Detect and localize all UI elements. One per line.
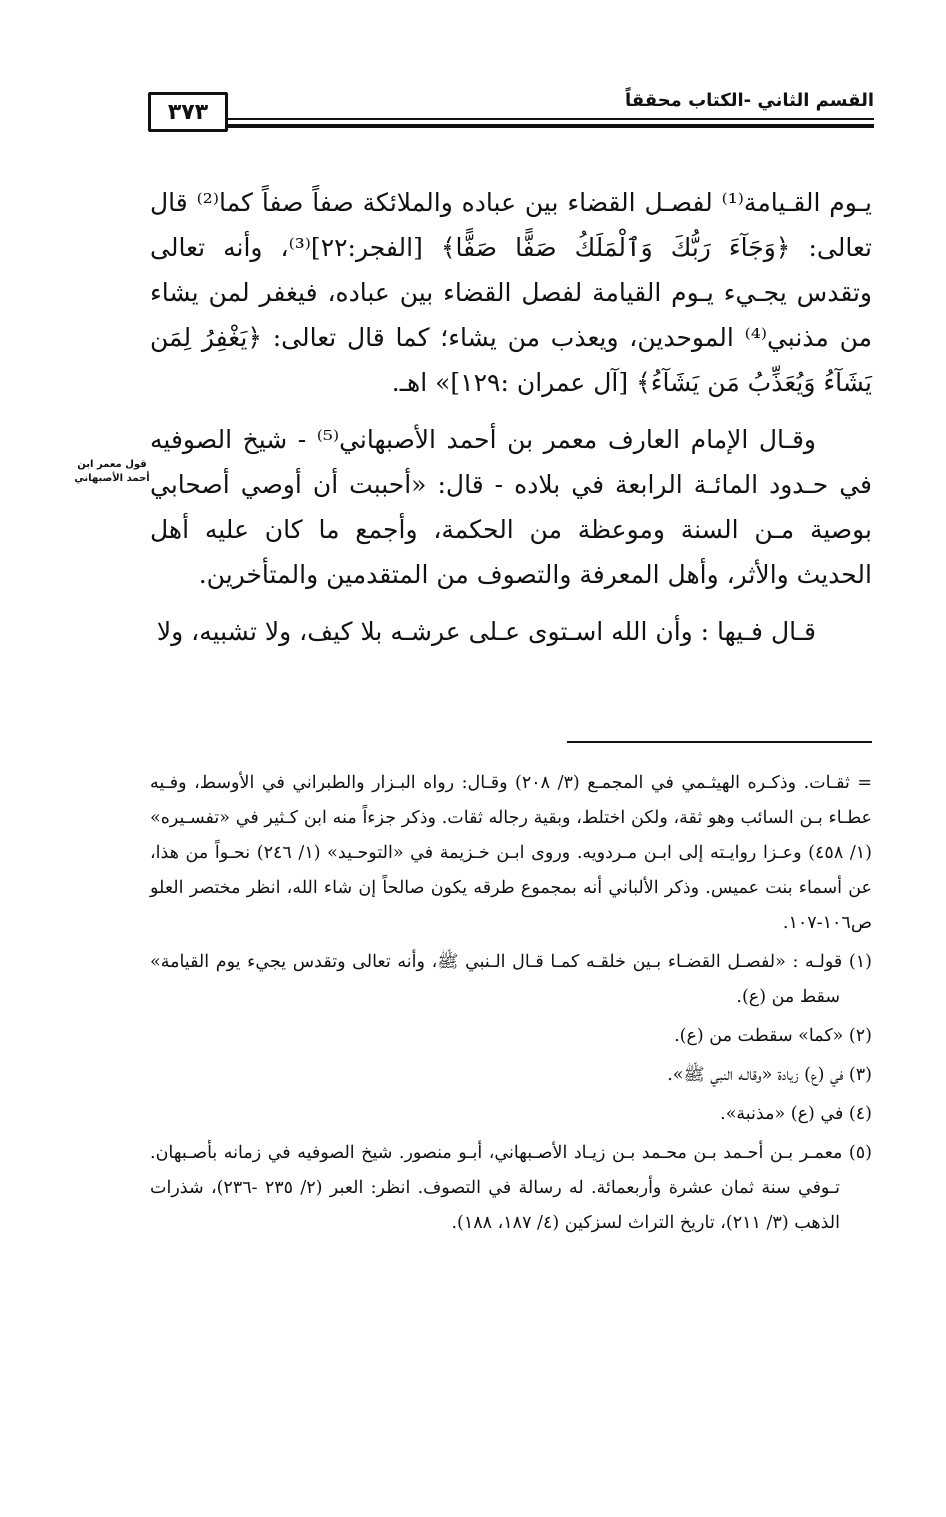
margin-note: قول معمر ابن أحمد الأصبهاني bbox=[74, 459, 150, 484]
footnote-3: (٣) في (ع) زيادة «وقالـه النبي ﷺ». bbox=[667, 1065, 872, 1085]
header-rule-thick bbox=[228, 124, 874, 128]
footnote-separator bbox=[567, 741, 872, 743]
paragraph-1: يـوم القـيامة⁽¹⁾ لفصـل القضاء بين عباده والملائكة صفاً صفاً كما⁽²⁾ قال تعالى: ﴿وَجَآءَ رَبُّكَ وَٱلْمَلَكُ صَفًّا صَفًّا﴾ [الفجر:٢٢]⁽³⁾، وأنه تعالى وتقدس يجـيء يـوم القيامة لفصل القضاء بين عباده، فيغفر لمن يشاء من مذنبي⁽⁴⁾ الموحدين، ويعذب من يشاء؛ كما قال تعالى: ﴿يَغْفِرُ لِمَن يَشَآءُ وَيُعَذِّبُ مَن يَشَآءُ﴾ [آل عمران :١٢٩]» اهـ. bbox=[150, 188, 872, 397]
footnote-continuation: = ثقـات. وذكـره الهيثـمي في المجمـع (٣/ ٢٠٨) وقـال: رواه البـزار والطبراني في الأوسط، وفـيه عطـاء بـن السائب وهو ثقة، ولكن اختلط، وبقية رجاله ثقات. وذكر جزءاً منه ابن كـثير في «تفسـيره» (١/ ٤٥٨) وعـزا روايـته إلى ابـن مـردويه. وروى ابـن خـزيمة في «التوحـيد» (١/ ٢٤٦) نحـواً من هذا، عن أسماء بنت عميس. وذكر الألباني أنه بمجموع طرقه يكون صالحاً إن شاء الله، انظر مختصر العلو ص١٠٦-١٠٧. bbox=[150, 773, 872, 933]
running-title: القسم الثاني -الكتاب محققاً bbox=[625, 90, 874, 111]
footnotes bbox=[150, 766, 872, 1245]
footnote-4: (٤) في (ع) «مذنبة». bbox=[720, 1104, 872, 1124]
footnote-1: (١) قولـه : «لفصـل القضـاء بـين خلقـه كمـا قـال الـنبي ﷺ، وأنه تعالى وتقدس يجيء يوم القيامة» سقط من (ع). bbox=[150, 952, 872, 1007]
page-header bbox=[148, 88, 874, 132]
paragraph-2: وقـال الإمام العارف معمر بن أحمد الأصبهاني⁽⁵⁾ - شيخ الصوفيه في حـدود المائـة الرابعة في بلاده - قال: «أحببت أن أوصي أصحابي بوصية مـن السنة وموعظة من الحكمة، وأجمع ما كان عليه أهل الحديث والأثر، وأهل المعرفة والتصوف من المتقدمين والمتأخرين. bbox=[150, 425, 872, 589]
header-rule bbox=[228, 118, 874, 120]
footnote-5: (٥) معمـر بـن أحـمد بـن محـمد بـن زيـاد الأصـبهاني، أبـو منصور. شيخ الصوفيه في زمانه بأصـبهان. تـوفي سنة ثمان عشرة وأربعمائة. له رسالة في التصوف. انظر: العبر (٢/ ٢٣٥ -٢٣٦)، شذرات الذهب (٣/ ٢١١)، تاريخ التراث لسزكين (٤/ ١٨٧، ١٨٨). bbox=[150, 1143, 872, 1233]
page-number: ٣٧٣ bbox=[148, 92, 228, 132]
paragraph-3: قـال فـيها : وأن الله اسـتوى عـلى عرشـه بلا كيف، ولا تشبيه، ولا bbox=[156, 617, 816, 646]
main-text bbox=[150, 180, 872, 666]
footnote-2: (٢) «كما» سقطت من (ع). bbox=[674, 1026, 872, 1046]
